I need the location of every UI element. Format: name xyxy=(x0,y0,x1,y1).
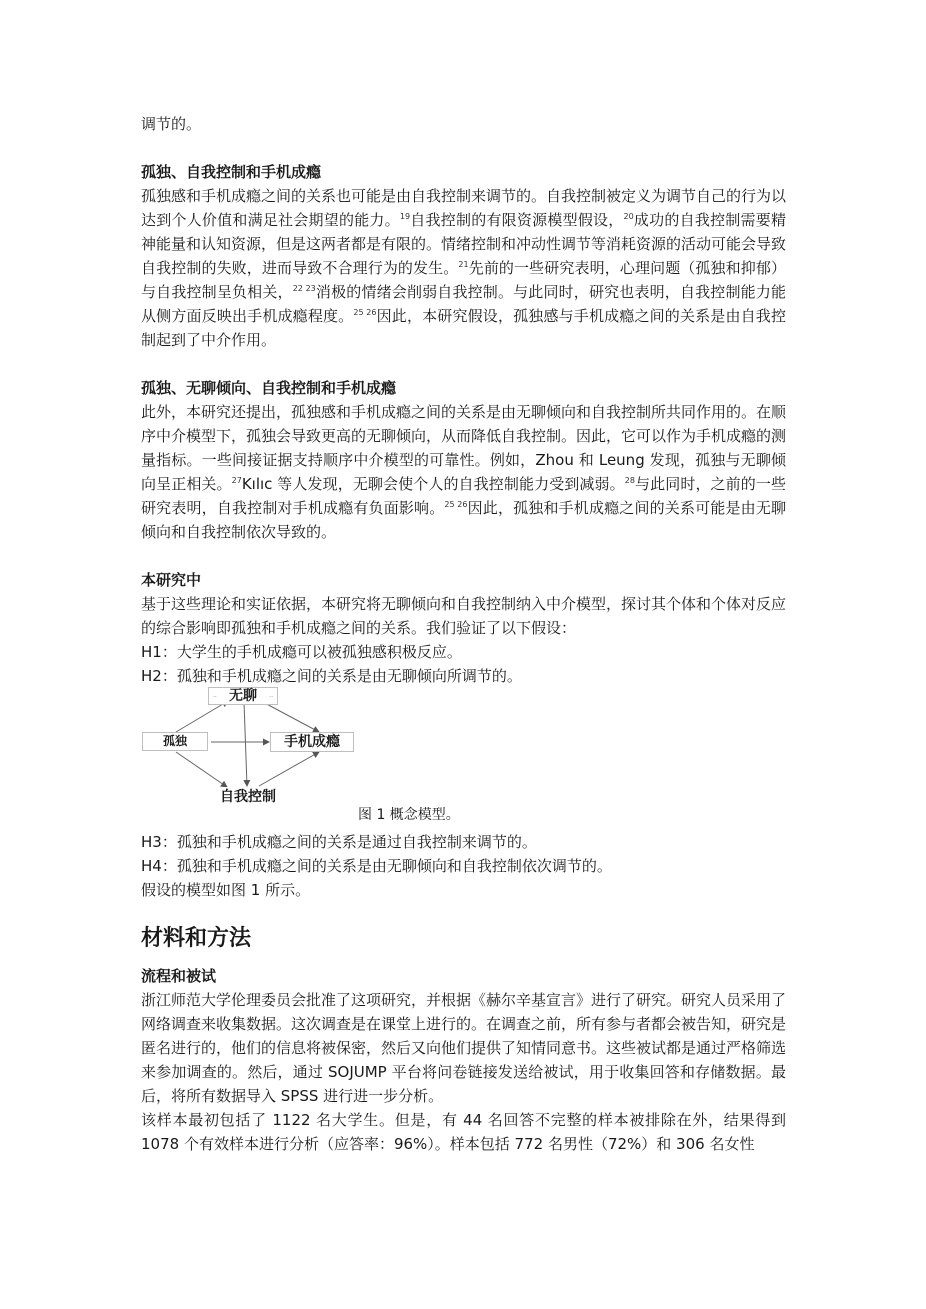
arrow-loneliness-boredom xyxy=(176,701,228,732)
hypothesis-h3: H3：孤独和手机成瘾之间的关系是通过自我控制来调节的。 xyxy=(141,833,537,851)
text-run: 自我控制的有限资源模型假设， xyxy=(410,211,624,229)
node-selfcontrol-label: 自我控制 xyxy=(220,789,276,805)
text-run: 因此，孤独和手机成瘾之间的关系可能是由无聊倾向和自我控制依次导致的。 xyxy=(141,499,786,541)
hypothesis-h4: H4：孤独和手机成瘾之间的关系是由无聊倾向和自我控制依次调节的。 xyxy=(141,857,612,875)
document-page xyxy=(141,112,786,1156)
text-run: 此外，本研究还提出，孤独感和手机成瘾之间的关系是由无聊倾向和自我控制所共同作用的。在顺序中介模型下，孤独会导致更高的无聊倾向，从而降低自我控制。因此，它可以作为手机成瘾的测量指标。一些间接证据支持顺序中介模型的可靠性。例如，Zhou 和 Leung 发现，孤独与无聊倾向呈正相关。 xyxy=(141,403,787,493)
heading-loneliness-selfcontrol: 孤独、自我控制和手机成瘾 xyxy=(141,163,322,181)
arrow-boredom-selfcontrol xyxy=(244,702,247,786)
text-run: 与此同时，之前的一些研究表明，自我控制对手机成瘾有负面影响。 xyxy=(141,475,786,517)
node-boredom-label: 无聊 xyxy=(229,688,257,704)
text-run: 先前的一些研究表明，心理问题（孤独和抑郁）与自我控制呈负相关， xyxy=(141,259,786,301)
paragraph-selfcontrol xyxy=(141,184,786,352)
section-title-methods: 材料和方法 xyxy=(141,926,252,951)
paragraph-sample: 该样本最初包括了 1122 名大学生。但是，有 44 名回答不完整的样本被排除在外，结果得到 1078 个有效样本进行分析（应答率：96%）。样本包括 772 名男性（72%）和 306 名女性 xyxy=(141,1111,786,1153)
heading-present-study: 本研究中 xyxy=(141,571,202,589)
node-marker: ·· xyxy=(213,694,217,701)
paragraph-present-study: 基于这些理论和实证依据，本研究将无聊倾向和自我控制纳入中介模型，探讨其个体和个体对反应的综合影响即孤独和手机成瘾之间的关系。我们验证了以下假设： xyxy=(141,595,787,637)
paragraph-procedure: 浙江师范大学伦理委员会批准了这项研究，并根据《赫尔辛基宣言》进行了研究。研究人员采用了网络调查来收集数据。这次调查是在课堂上进行的。在调查之前，所有参与者都会被告知，研究是匿名进行的，他们的信息将被保密，然后又向他们提供了知情同意书。这些被试都是通过严格筛选来参加调查的。然后，通过 SOJUMP 平台将问卷链接发送给被试，用于收集回答和存储数据。最后，将所有数据导入 SPSS 进行进一步分析。 xyxy=(141,991,787,1105)
hypothesis-h1: H1：大学生的手机成瘾可以被孤独感积极反应。 xyxy=(141,643,462,661)
citation: 21 xyxy=(458,260,469,269)
citation: 20 xyxy=(623,212,634,221)
node-selfcontrol xyxy=(215,787,281,807)
arrow-loneliness-selfcontrol xyxy=(176,752,227,787)
node-addiction-label: 手机成瘾 xyxy=(284,734,340,750)
paragraph-fragment: 调节的。 xyxy=(141,115,202,133)
figure-caption: 图 1 概念模型。 xyxy=(358,807,460,823)
text-run: 因此，本研究假设，孤独感与手机成瘾之间的关系是由自我控制起到了中介作用。 xyxy=(141,307,786,349)
citation: 19 xyxy=(399,212,411,221)
node-addiction xyxy=(270,732,354,752)
text-run: 孤独感和手机成瘾之间的关系也可能是由自我控制来调节的。自我控制被定义为调节自己的行为以达到个人价值和满足社会期望的能力。 xyxy=(141,187,787,229)
heading-boredom-chain: 孤独、无聊倾向、自我控制和手机成瘾 xyxy=(141,379,397,397)
heading-procedure-participants: 流程和被试 xyxy=(141,967,217,985)
node-marker: ·· xyxy=(269,694,273,701)
citation: 22 23 xyxy=(292,284,316,293)
model-reference: 假设的模型如图 1 所示。 xyxy=(141,881,311,899)
conceptual-model-figure xyxy=(141,688,786,830)
arrow-selfcontrol-addiction xyxy=(259,752,319,786)
paragraph-boredom xyxy=(141,400,786,544)
text-run: 消极的情绪会削弱自我控制。与此同时，研究也表明，自我控制能力能从侧方面反映出手机成瘾程度。 xyxy=(141,283,786,325)
node-boredom xyxy=(208,687,278,705)
hypothesis-h2: H2：孤独和手机成瘾之间的关系是由无聊倾向所调节的。 xyxy=(141,667,522,685)
citation: 27 xyxy=(231,476,242,485)
citation: 25 26 xyxy=(353,308,377,317)
citation: 28 xyxy=(624,476,635,485)
node-loneliness-label: 孤独 xyxy=(162,734,187,748)
text-run: Kılıc 等人发现，无聊会使个人的自我控制能力受到减弱。 xyxy=(241,475,625,493)
node-loneliness xyxy=(142,732,208,751)
text-run: 成功的自我控制需要精神能量和认知资源，但是这两者都是有限的。情绪控制和冲动性调节等消耗资源的活动可能会导致自我控制的失败，进而导致不合理行为的发生。 xyxy=(141,211,787,277)
citation: 25 26 xyxy=(444,500,468,509)
